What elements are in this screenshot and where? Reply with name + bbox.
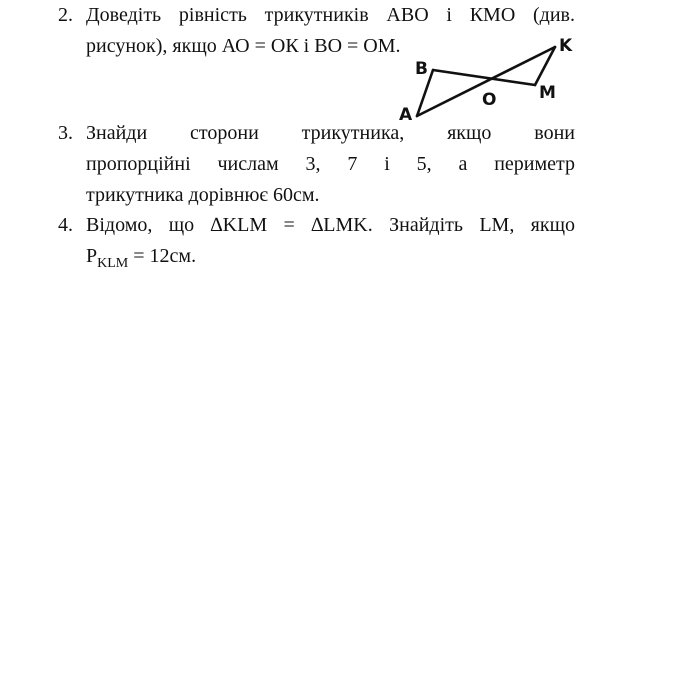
problem-3-number: 3. — [58, 122, 73, 144]
problem-4-number: 4. — [58, 214, 73, 236]
perimeter-value: = 12см. — [128, 245, 197, 267]
problem-2-line-1: Доведіть рівність трикутників АВО і КМО (див. — [86, 4, 575, 26]
problem-3-line-2: пропорційні числам 3, 7 і 5, а периметр — [86, 153, 575, 175]
problem-4-line-1: Відомо, що ∆KLM = ∆LMK. Знайдіть LM, якщо — [86, 214, 575, 236]
label-b: B — [415, 59, 428, 79]
problem-3-line-3: трикутника дорівнює 60см. — [86, 184, 320, 206]
problem-2-number: 2. — [58, 4, 73, 26]
triangles-figure-svg — [385, 30, 585, 130]
label-o: O — [482, 90, 497, 110]
label-m: M — [539, 83, 556, 103]
problem-2-line-2: рисунок), якщо АО = ОК і ВО = ОМ. — [86, 35, 401, 57]
problem-3-line-1: Знайди сторони трикутника, якщо вони — [86, 122, 575, 144]
label-k: K — [559, 36, 573, 56]
label-a: A — [399, 105, 413, 125]
perimeter-subscript: KLM — [97, 256, 129, 271]
problem-4-line-2 — [86, 241, 196, 279]
triangles-figure — [385, 30, 585, 130]
perimeter-symbol: P — [86, 245, 98, 267]
